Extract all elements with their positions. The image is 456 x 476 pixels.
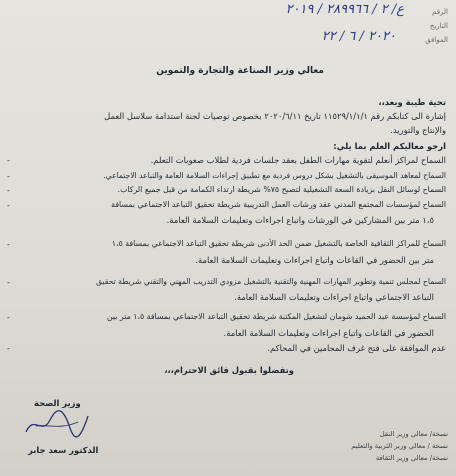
item-5-line-1: السماح للمراكز الثقافية الخاصة بالتشغيل ضمن الحد الأدنى شريطة تحقيق التباعد الاجتماعي بمسافة ١،٥: [111, 239, 446, 248]
item-5-line-2: متر بين الحضور في القاعات واتباع اجراءات وتعليمات السلامة العامة.: [195, 255, 434, 265]
item-3: السماح لوسائل النقل بزيادة السعة التشغيلية لتصبح ٧٥% شريطة ارتداء الكمامة من قبل جميع الركاب.: [117, 185, 446, 194]
signature-name: الدكتور سعد جابر: [28, 445, 99, 455]
bullet-icon: -: [7, 186, 10, 195]
intro-line-1: إشارة الى كتابكم رقم ١١٥٢٩/١/١/١ تاريخ ٢٠٢٠/٦/١١ بخصوص توصيات لجنة استدامة سلاسل العمل: [104, 111, 446, 121]
bullet-icon: -: [7, 201, 10, 210]
item-6-line-1: السماح لمجلس تنمية وتطوير المهارات المهنية والتقنية بالتشغيل مزودي التدريب المهني والتقني شريطة تحقيق: [96, 277, 446, 286]
item-7-line-2: الحضور في القاعات واتباع اجراءات وتعليمات السلامة العامة.: [223, 328, 434, 338]
greeting: تحية طيبة وبعد،،: [378, 97, 446, 107]
intro-line-3: ارجو معاليكم العلم بما يلي:: [333, 141, 446, 151]
bullet-icon: -: [7, 344, 10, 353]
ref-label: الرقم: [432, 8, 448, 16]
bullet-icon: -: [7, 240, 10, 249]
item-6-line-2: التباعد الاجتماعي واتباع اجراءات وتعليمات السلامة العامة.: [234, 292, 434, 302]
item-4-line-2: ١،٥ متر بين المشاركين في الورشات واتباع اجراءات وتعليمات السلامة العامة.: [166, 215, 434, 225]
closing: وتفضلوا بقبول فائق الاحترام،،،: [164, 365, 294, 375]
cc-item-2: نسخة / معالي وزير التربية والتعليم: [351, 442, 448, 450]
item-4-line-1: السماح لمؤسسات المجتمع المدني عقد ورشات العمل التدريبية شريطة تحقيق التباعد الاجتماعي بمسافة: [111, 200, 446, 209]
item-8: عدم الموافقة على فتح غرف المحامين في المحاكم.: [267, 343, 446, 353]
item-7-line-1: السماح لمؤسسة عبد الحميد شومان لتشغيل المكتبة شريطة تحقيق التباعد الاجتماعي بمسافة ١،٥ متر بين: [107, 312, 446, 321]
intro-line-2: والإنتاج والتوريد.: [390, 125, 446, 135]
cc-item-1: نسخة/ معالي وزير النقل: [379, 430, 448, 438]
item-2: السماح لمعاهد الموسيقى بالتشغيل بشكل دروس فردية مع تطبيق إجراءات السلامة العامة والتباعد الاجتماعي.: [103, 171, 446, 180]
date-handwritten: ٢٠٢٠ / ٦ / ٢٢: [321, 29, 396, 44]
bullet-icon: -: [7, 172, 10, 181]
corresponding-label: الموافق: [425, 36, 448, 44]
signature-title: وزير الصحة: [34, 398, 81, 408]
item-1: السماح لمراكز أنعلم لتقوية مهارات الطفل بعقد جلسات فردية لطلاب صعوبات التعلم.: [150, 155, 446, 165]
cc-item-3: نسخة/ معالي وزير الثقافة: [375, 454, 448, 462]
recipient: معالي وزير الصناعة والتجارة والتموين: [156, 66, 324, 76]
handwritten-signature-icon: [22, 406, 92, 440]
ref-handwritten: ع/ ٢ / ٢٨٩٩٦٦ / ٢٠١٩: [285, 2, 404, 17]
bullet-icon: -: [7, 313, 10, 322]
date-label: التاريخ: [429, 22, 448, 30]
bullet-icon: -: [7, 278, 10, 287]
bullet-icon: -: [7, 156, 10, 165]
